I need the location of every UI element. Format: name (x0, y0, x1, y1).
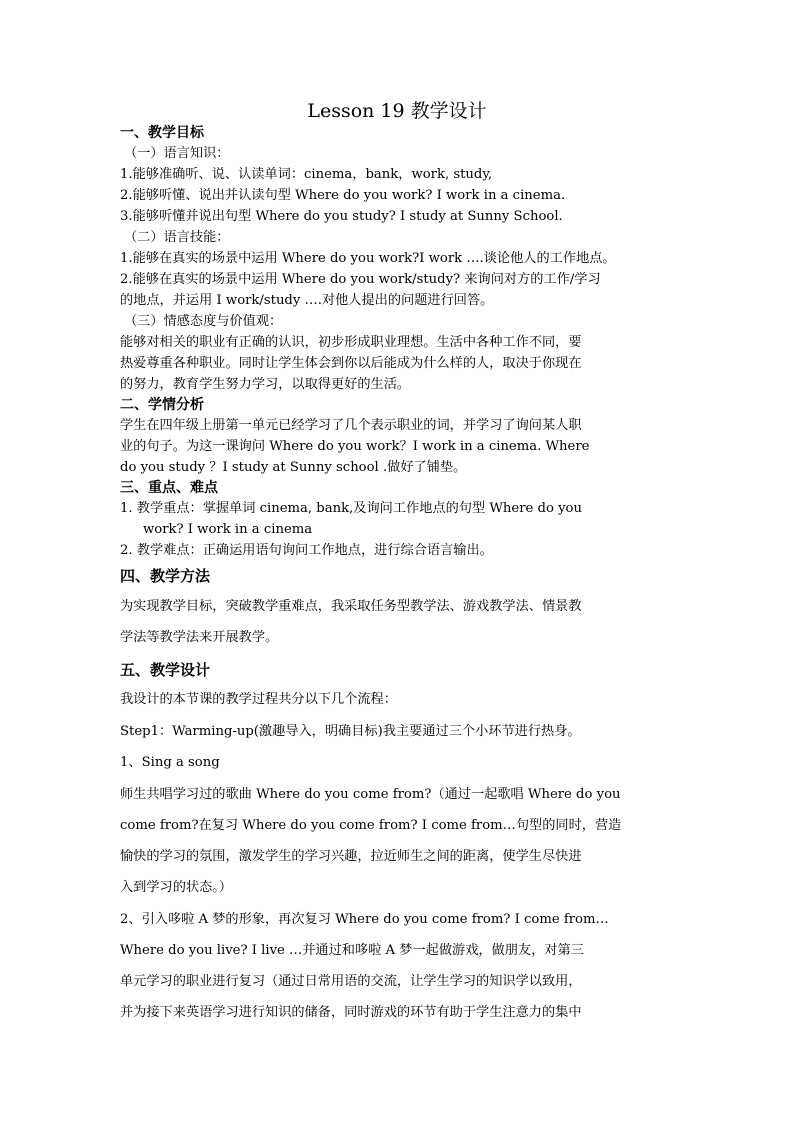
document-title: Lesson 19 教学设计 (307, 100, 487, 122)
paragraph-line: 师生共唱学习过的歌曲 Where do you come from?（通过一起歌唱 Where do you (120, 787, 621, 802)
section-heading-methods: 四、教学方法 (120, 567, 211, 585)
paragraph-line: 单元学习的职业进行复习（通过日常用语的交流，让学生学习的知识学以致用， (120, 974, 582, 989)
subsection-language-skills: （二）语言技能： (124, 230, 230, 245)
section-heading-design: 五、教学设计 (120, 661, 211, 679)
paragraph-line: 我设计的本节课的教学过程共分以下几个流程： (120, 692, 397, 707)
section-heading-key-points: 三、重点、难点 (120, 480, 218, 496)
paragraph-line: Step1：Warming-up(激趣导入，明确目标)我主要通过三个小环节进行热身。 (120, 724, 581, 739)
paragraph-line: 2.能够听懂、说出并认读句型 Where do you work? I work in a cinema. (120, 188, 566, 203)
paragraph-line: 1. 教学重点：掌握单词 cinema, bank,及询问工作地点的句型 Where do you (120, 501, 582, 516)
paragraph-line: 业的句子。为这一课询问 Where do you work？I work in a cinema. Where (120, 439, 590, 454)
paragraph-line: 学法等教学法来开展教学。 (120, 630, 279, 645)
subsection-attitudes-values: （三）情感态度与价值观： (124, 314, 283, 329)
paragraph-line: 的地点，并运用 I work/study ….对他人提出的问题进行回答。 (120, 293, 494, 308)
section-heading-objectives: 一、教学目标 (120, 125, 204, 141)
paragraph-line: 入到学习的状态。） (120, 880, 233, 895)
paragraph-line: 3.能够听懂并说出句型 Where do you study? I study at Sunny School. (120, 209, 563, 224)
paragraph-line: 热爱尊重各种职业。同时让学生体会到你以后能成为什么样的人，取决于你现在 (120, 356, 582, 371)
paragraph-line: 2、引入哆啦 A 梦的形象，再次复习 Where do you come from? I come from… (120, 912, 609, 927)
paragraph-line: 学生在四年级上册第一单元已经学习了几个表示职业的词，并学习了询问某人职 (120, 418, 582, 433)
paragraph-line: come from?在复习 Where do you come from? I come from…句型的同时，营造 (120, 818, 622, 833)
paragraph-line: 2. 教学难点：正确运用语句询问工作地点，进行综合语言输出。 (120, 543, 493, 558)
paragraph-line: work? I work in a cinema (143, 522, 313, 537)
paragraph-line: Where do you live? I live …并通过和哆啦 A 梦一起做游戏，做朋友，对第三 (120, 943, 584, 958)
paragraph-line: 的努力，教育学生努力学习，以取得更好的生活。 (120, 377, 411, 392)
paragraph-line: 为实现教学目标，突破教学重难点，我采取任务型教学法、游戏教学法、情景教 (120, 599, 582, 614)
paragraph-line: 1.能够准确听、说、认读单词：cinema，bank，work, study, (120, 167, 493, 182)
section-heading-learner-analysis: 二、学情分析 (120, 397, 204, 413)
paragraph-line: 1.能够在真实的场景中运用 Where do you work?I work ….谈论他人的工作地点。 (120, 251, 616, 266)
paragraph-line: do you study ？I study at Sunny school .做好了铺垫。 (120, 460, 467, 475)
paragraph-line: 能够对相关的职业有正确的认识，初步形成职业理想。生活中各种工作不同，要 (120, 335, 582, 350)
paragraph-line: 愉快的学习的氛围，激发学生的学习兴趣，拉近师生之间的距离，使学生尽快进 (120, 849, 582, 864)
paragraph-line: 2.能够在真实的场景中运用 Where do you work/study? 来询问对方的工作/学习 (120, 272, 601, 287)
paragraph-line: 1、Sing a song (120, 755, 220, 770)
subsection-language-knowledge: （一）语言知识： (124, 146, 230, 161)
paragraph-line: 并为接下来英语学习进行知识的储备，同时游戏的环节有助于学生注意力的集中 (120, 1005, 582, 1020)
